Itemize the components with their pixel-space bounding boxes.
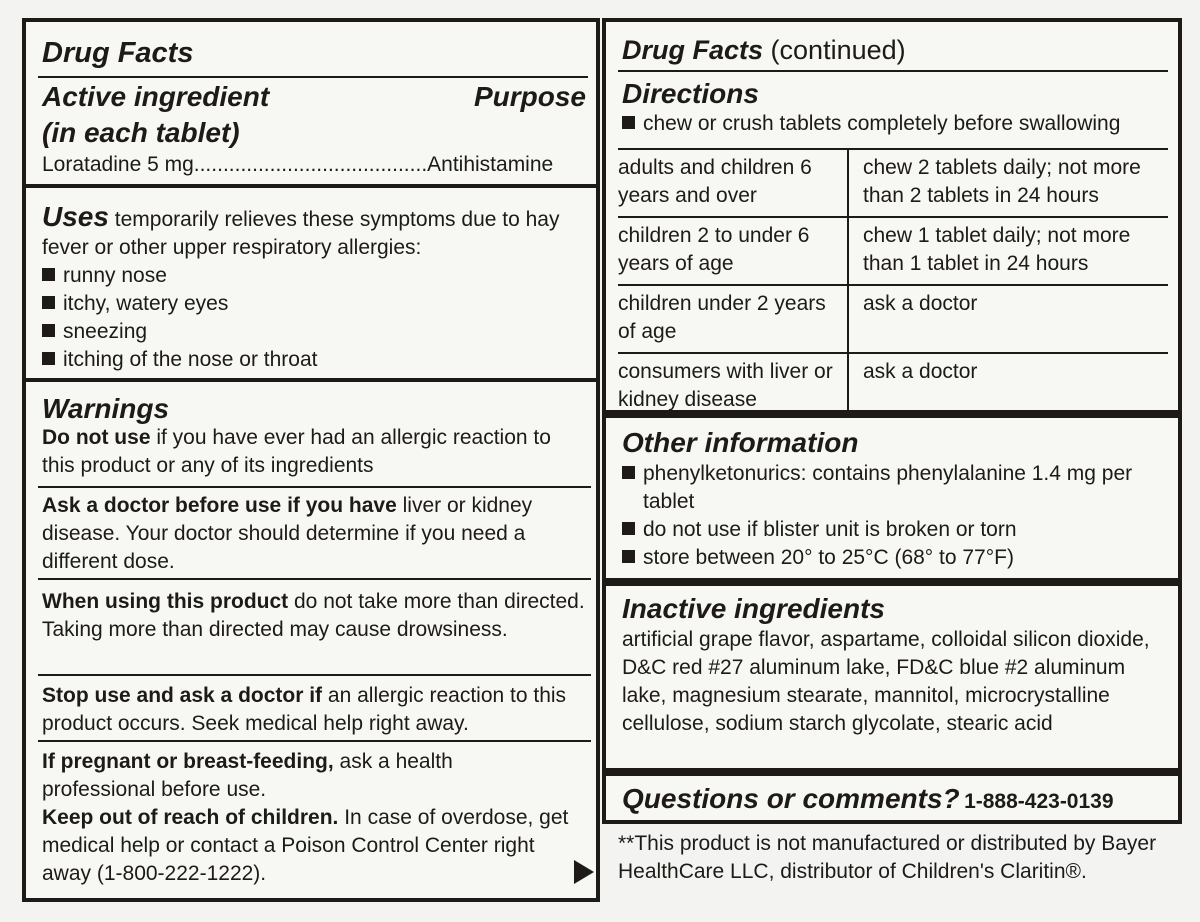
ask-doctor-warning: Ask a doctor before use if you have liver or kidney disease. Your doctor should determine if you need a different dose. [42, 494, 533, 573]
footer-note: **This product is not manufactured or distributed by Bayer HealthCare LLC, distributor of Children's Claritin®. [618, 832, 1157, 883]
inactive-ingredients-text: artificial grape flavor, aspartame, colloidal silicon dioxide, D&C red #27 aluminum lake, FD&C blue #2 aluminum lake, magnesium stearate, mannitol, microcrystalline cellulose, sodium starch glycolate, stearic acid [622, 628, 1150, 735]
warnings-heading: Warnings [42, 393, 170, 424]
uses-list-item: itching of the nose or throat [42, 346, 587, 374]
uses-list-item: sneezing [42, 318, 587, 346]
square-bullet-icon [622, 550, 635, 563]
table-row [618, 353, 1168, 420]
inactive-ingredients-heading: Inactive ingredients [622, 593, 885, 624]
arrow-right-icon [574, 860, 594, 884]
inactive-ingredients-panel [602, 582, 1182, 772]
divider [618, 70, 1168, 72]
list-item: store between 20° to 25°C (68° to 77°F) [622, 544, 1162, 572]
purpose-heading: Purpose [473, 81, 586, 112]
when-using-warning: When using this product do not take more than directed. Taking more than directed may cause drowsiness. [42, 590, 585, 641]
square-bullet-icon [622, 522, 635, 535]
section-divider [26, 378, 596, 382]
divider [38, 486, 591, 488]
dosage-dose: ask a doctor [848, 285, 1168, 353]
square-bullet-icon [622, 116, 635, 129]
section-divider [26, 184, 596, 188]
drug-facts-continued-panel [602, 18, 1182, 414]
dosage-who: adults and children 6 years and over [618, 149, 848, 217]
divider [38, 740, 591, 742]
drug-facts-title: Drug Facts [42, 37, 194, 69]
in-each-tablet-heading: (in each tablet) [42, 117, 240, 148]
questions-panel [602, 772, 1182, 824]
square-bullet-icon [42, 268, 55, 281]
divider [38, 674, 591, 676]
square-bullet-icon [622, 466, 635, 479]
other-information-heading: Other information [622, 427, 859, 458]
dosage-who: consumers with liver or kidney disease [618, 353, 848, 420]
ingredient-line: Loratadine 5 mg........................................Antihistamine [42, 153, 554, 176]
stop-use-warning: Stop use and ask a doctor if an allergic reaction to this product occurs. Seek medical help right away. [42, 684, 567, 735]
dosage-who: children 2 to under 6 years of age [618, 217, 848, 285]
square-bullet-icon [42, 296, 55, 309]
active-ingredient-heading: Active ingredient [42, 81, 270, 112]
table-row [618, 217, 1168, 285]
other-information-panel [602, 414, 1182, 582]
keep-out-warning: Keep out of reach of children. In case of overdose, get medical help or contact a Poison Control Center right away (1-800-222-1222). [42, 806, 569, 885]
dosage-table [618, 148, 1168, 420]
table-row [618, 149, 1168, 217]
list-item: phenylketonurics: contains phenylalanine 1.4 mg per tablet [622, 460, 1162, 516]
uses-list-item: itchy, watery eyes [42, 290, 587, 318]
continued-title: Drug Facts (continued) [622, 35, 906, 65]
questions-heading: Questions or comments? [622, 783, 960, 814]
pregnant-warning: If pregnant or breast-feeding, ask a health professional before use. [42, 750, 453, 801]
list-item: do not use if blister unit is broken or torn [622, 516, 1162, 544]
drug-facts-left-panel [22, 18, 600, 902]
uses-intro: temporarily relieves these symptoms due to hay fever or other upper respiratory allergies: [42, 208, 560, 259]
uses-list-item: runny nose [42, 262, 587, 290]
divider [38, 76, 588, 78]
directions-heading: Directions [622, 78, 759, 109]
dosage-dose: ask a doctor [848, 353, 1168, 420]
dosage-dose: chew 2 tablets daily; not more than 2 tablets in 24 hours [848, 149, 1168, 217]
do-not-use-warning: Do not use if you have ever had an allergic reaction to this product or any of its ingredients [42, 426, 551, 477]
divider [38, 578, 591, 580]
other-information-list [622, 460, 1162, 572]
questions-line [622, 782, 1114, 816]
phone-number: 1-888-423-0139 [964, 790, 1114, 813]
uses-section [42, 200, 587, 374]
dosage-who: children under 2 years of age [618, 285, 848, 353]
square-bullet-icon [42, 324, 55, 337]
table-row [618, 285, 1168, 353]
directions-bullet: chew or crush tablets completely before swallowing [622, 110, 1172, 138]
dosage-dose: chew 1 tablet daily; not more than 1 tablet in 24 hours [848, 217, 1168, 285]
uses-heading: Uses [42, 201, 109, 232]
square-bullet-icon [42, 352, 55, 365]
